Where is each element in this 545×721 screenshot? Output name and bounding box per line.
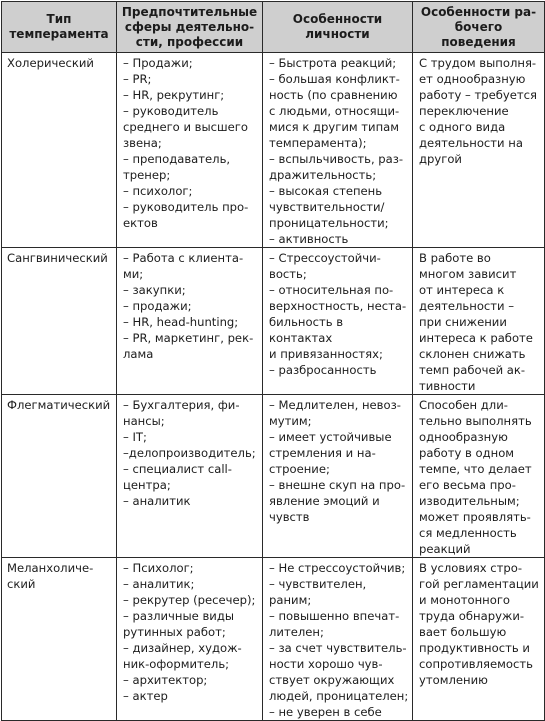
text-line: ми; xyxy=(123,267,144,281)
list-item xyxy=(269,151,409,183)
text-line: – продажи; xyxy=(123,299,192,313)
list-item xyxy=(123,199,259,231)
text-line: – психолог; xyxy=(123,184,193,198)
text-line: – чувствителен, раним; xyxy=(269,577,367,607)
text-line: явление эмоций и xyxy=(269,494,380,508)
text-line: – разбросанность xyxy=(269,363,377,377)
list-item xyxy=(123,640,259,672)
text-line: сти, профессии xyxy=(135,34,244,49)
text-line: тельно выполнять xyxy=(419,414,532,428)
text-line: реакций xyxy=(419,542,471,556)
text-line: ствует окружающих xyxy=(269,673,395,687)
text-line: склонен снижать xyxy=(419,347,526,361)
text-line: темперамента); xyxy=(269,136,367,150)
text-line: вает большую xyxy=(419,625,507,639)
text-line: – PR, маркетинг, рек- xyxy=(123,331,254,345)
text-line: – Быстрота реакций; xyxy=(269,56,397,70)
text-line: другой xyxy=(419,152,462,166)
text-line: – большая конфликт- xyxy=(269,72,400,86)
work-behavior-cell xyxy=(413,395,545,558)
text-line: и монотонного xyxy=(419,593,511,607)
text-line: гой регламентации xyxy=(419,577,539,591)
list-item xyxy=(269,250,409,282)
preferred-spheres-cell xyxy=(117,395,263,558)
text-line: тивности xyxy=(419,379,476,393)
text-line: –делопроизводитель; xyxy=(123,446,256,460)
list-item xyxy=(123,298,259,314)
header-preferred-spheres xyxy=(117,2,263,53)
text-line: утомлению xyxy=(419,673,488,687)
text-line: – активность xyxy=(269,232,349,246)
list-item xyxy=(123,592,259,608)
list-item xyxy=(269,231,409,247)
text-line: интереса к работе xyxy=(419,331,533,345)
work-behavior-cell xyxy=(413,53,545,248)
text-line: стремления и на- xyxy=(269,446,376,460)
list-item xyxy=(123,103,259,151)
text-line: – преподаватель, xyxy=(123,152,231,166)
header-work-behavior xyxy=(413,2,545,53)
text-line: – Медлителен, невоз- xyxy=(269,398,401,412)
text-line: мутим; xyxy=(269,414,312,428)
text-line: ности хорошо чув- xyxy=(269,657,383,671)
text-line: темпе, что делает xyxy=(419,462,532,476)
text-line: – не уверен в себе xyxy=(269,705,382,719)
text-line: переключение xyxy=(419,104,509,118)
text-line: верхностность, неста- xyxy=(269,299,407,313)
text-line: – аналитик; xyxy=(123,577,195,591)
text-line: лама xyxy=(123,347,154,361)
text-line: – имеет устойчивые xyxy=(269,430,392,444)
text-line: звена; xyxy=(123,136,162,150)
text-line: – различные виды xyxy=(123,609,234,623)
list-item xyxy=(123,576,259,592)
list-item xyxy=(269,429,409,477)
list-item xyxy=(123,608,259,640)
list-item xyxy=(123,250,259,282)
table-row xyxy=(2,558,545,721)
text-line: – актер xyxy=(123,689,168,703)
text-line: от интереса к xyxy=(419,283,505,297)
text-line: может проявлять- xyxy=(419,510,531,524)
list-item xyxy=(269,560,409,576)
text-line: – рекрутер (ресечер); xyxy=(123,593,256,607)
list-item xyxy=(269,55,409,71)
text-line: ник-оформитель; xyxy=(123,657,230,671)
text-line: ский xyxy=(7,577,36,591)
text-line: Меланхоличе- xyxy=(7,561,94,575)
table-row xyxy=(2,248,545,395)
temperament-name xyxy=(2,53,117,248)
text-line: – вспыльчивость, раз- xyxy=(269,152,404,166)
list-item xyxy=(123,672,259,688)
list-item xyxy=(269,477,409,525)
temperament-table xyxy=(1,1,545,721)
text-line: и привязанностях; xyxy=(269,347,383,361)
list-item xyxy=(269,397,409,429)
work-behavior-cell xyxy=(413,248,545,395)
text-line: труда обнаружи- xyxy=(419,609,525,623)
text-line: сопротивляемость xyxy=(419,657,533,671)
text-line: чувствительности/ xyxy=(269,200,385,214)
text-line: – Работа с клиента- xyxy=(123,251,244,265)
text-line: Особенности ра- xyxy=(420,4,537,19)
header-row xyxy=(2,2,545,53)
list-item xyxy=(123,71,259,87)
text-line: – HR, head-hunting; xyxy=(123,315,239,329)
text-line: – Бухгалтерия, фи- xyxy=(123,398,240,412)
text-line: – за счет чувствитель- xyxy=(269,641,407,655)
text-line: В работе во xyxy=(419,251,491,265)
list-item xyxy=(123,282,259,298)
list-item xyxy=(123,183,259,199)
text-line: темперамента xyxy=(9,27,109,41)
text-line: – Стрессоустойчи- xyxy=(269,251,381,265)
list-item xyxy=(269,704,409,720)
text-line: дражительность; xyxy=(269,168,377,182)
text-line: ность (по сравнению xyxy=(269,88,398,102)
text-line: – руководитель xyxy=(123,104,219,118)
text-line: темп рабочей ак- xyxy=(419,363,526,377)
text-line: его весьма про- xyxy=(419,478,516,492)
text-line: среднего и высшего xyxy=(123,120,248,134)
list-item xyxy=(269,640,409,704)
text-line: – PR; xyxy=(123,72,152,86)
text-line: С трудом выполня- xyxy=(419,56,537,70)
preferred-spheres-cell xyxy=(117,558,263,721)
text-line: тренер; xyxy=(123,168,171,182)
list-item xyxy=(123,55,259,71)
text-line: ектов xyxy=(123,216,158,230)
text-line: нансы; xyxy=(123,414,165,428)
list-item xyxy=(269,71,409,151)
text-line: сферы деятельно- xyxy=(124,19,255,34)
text-line: Особенности xyxy=(292,12,383,26)
list-item xyxy=(269,282,409,362)
list-item xyxy=(269,183,409,231)
text-line: – HR, рекрутинг; xyxy=(123,88,225,102)
text-line: Сангвинический xyxy=(7,251,108,265)
text-line: работу в одном xyxy=(419,446,515,460)
text-line: В условиях стро- xyxy=(419,561,523,575)
text-line: центра; xyxy=(123,478,171,492)
personality-traits-cell xyxy=(263,395,413,558)
text-line: Флегматический xyxy=(7,398,111,412)
text-line: рутинных работ; xyxy=(123,625,226,639)
text-line: Способен дли- xyxy=(419,398,508,412)
list-item xyxy=(123,445,259,461)
header-personality-traits xyxy=(263,2,413,53)
list-item xyxy=(269,576,409,608)
text-line: Предпочтительные xyxy=(121,4,258,19)
text-line: – относительная по- xyxy=(269,283,394,297)
list-item xyxy=(123,314,259,330)
text-line: – специалист call- xyxy=(123,462,232,476)
text-line: – внешне скуп на про- xyxy=(269,478,406,492)
text-line: с одного вида xyxy=(419,120,506,134)
text-line: деятельности на xyxy=(419,136,523,150)
text-line: однообразную xyxy=(419,430,508,444)
text-line: мися к другим типам xyxy=(269,120,400,134)
table-row xyxy=(2,53,545,248)
list-item xyxy=(269,362,409,378)
temperament-name xyxy=(2,558,117,721)
text-line: бильность в контактах xyxy=(269,315,344,345)
list-item xyxy=(123,151,259,183)
preferred-spheres-cell xyxy=(117,248,263,395)
text-line: – аналитик xyxy=(123,494,191,508)
list-item xyxy=(123,560,259,576)
text-line: строение; xyxy=(269,462,330,476)
text-line: изводительным; xyxy=(419,494,520,508)
text-line: деятельности – xyxy=(419,299,515,313)
text-line: бочего xyxy=(454,19,503,34)
personality-traits-cell xyxy=(263,558,413,721)
text-line: при снижении xyxy=(419,315,507,329)
text-line: – закупки; xyxy=(123,283,186,297)
text-line: ся медленность xyxy=(419,526,517,540)
text-line: вость; xyxy=(269,267,307,281)
preferred-spheres-cell xyxy=(117,53,263,248)
list-item xyxy=(123,688,259,704)
text-line: – Продажи; xyxy=(123,56,193,70)
text-line: ет однообразную xyxy=(419,72,526,86)
temperament-name xyxy=(2,395,117,558)
temperament-name xyxy=(2,248,117,395)
list-item xyxy=(123,397,259,429)
text-line: – повышенно впечат- xyxy=(269,609,400,623)
text-line: – архитектор; xyxy=(123,673,208,687)
text-line: – Психолог; xyxy=(123,561,194,575)
text-line: поведения xyxy=(441,34,516,49)
text-line: Тип xyxy=(46,12,72,26)
text-line: работу – требуется xyxy=(419,88,537,102)
text-line: – Не стрессоустойчив; xyxy=(269,561,406,575)
text-line: продуктивность и xyxy=(419,641,530,655)
list-item xyxy=(123,493,259,509)
list-item xyxy=(123,330,259,362)
list-item xyxy=(269,608,409,640)
personality-traits-cell xyxy=(263,53,413,248)
text-line: – IT; xyxy=(123,430,147,444)
list-item xyxy=(123,429,259,445)
text-line: личности xyxy=(305,27,370,41)
list-item xyxy=(123,87,259,103)
text-line: людей, проницателен; xyxy=(269,689,409,703)
text-line: с людьми, относящи- xyxy=(269,104,400,118)
text-line: проницательности; xyxy=(269,216,389,230)
work-behavior-cell xyxy=(413,558,545,721)
text-line: Холерический xyxy=(7,56,94,70)
table-row xyxy=(2,395,545,558)
text-line: лителен; xyxy=(269,625,324,639)
text-line: – дизайнер, худож- xyxy=(123,641,242,655)
list-item xyxy=(123,461,259,493)
text-line: – руководитель про- xyxy=(123,200,249,214)
text-line: многом зависит xyxy=(419,267,517,281)
personality-traits-cell xyxy=(263,248,413,395)
text-line: чувств xyxy=(269,510,310,524)
text-line: – высокая степень xyxy=(269,184,383,198)
header-temperament-type xyxy=(2,2,117,53)
